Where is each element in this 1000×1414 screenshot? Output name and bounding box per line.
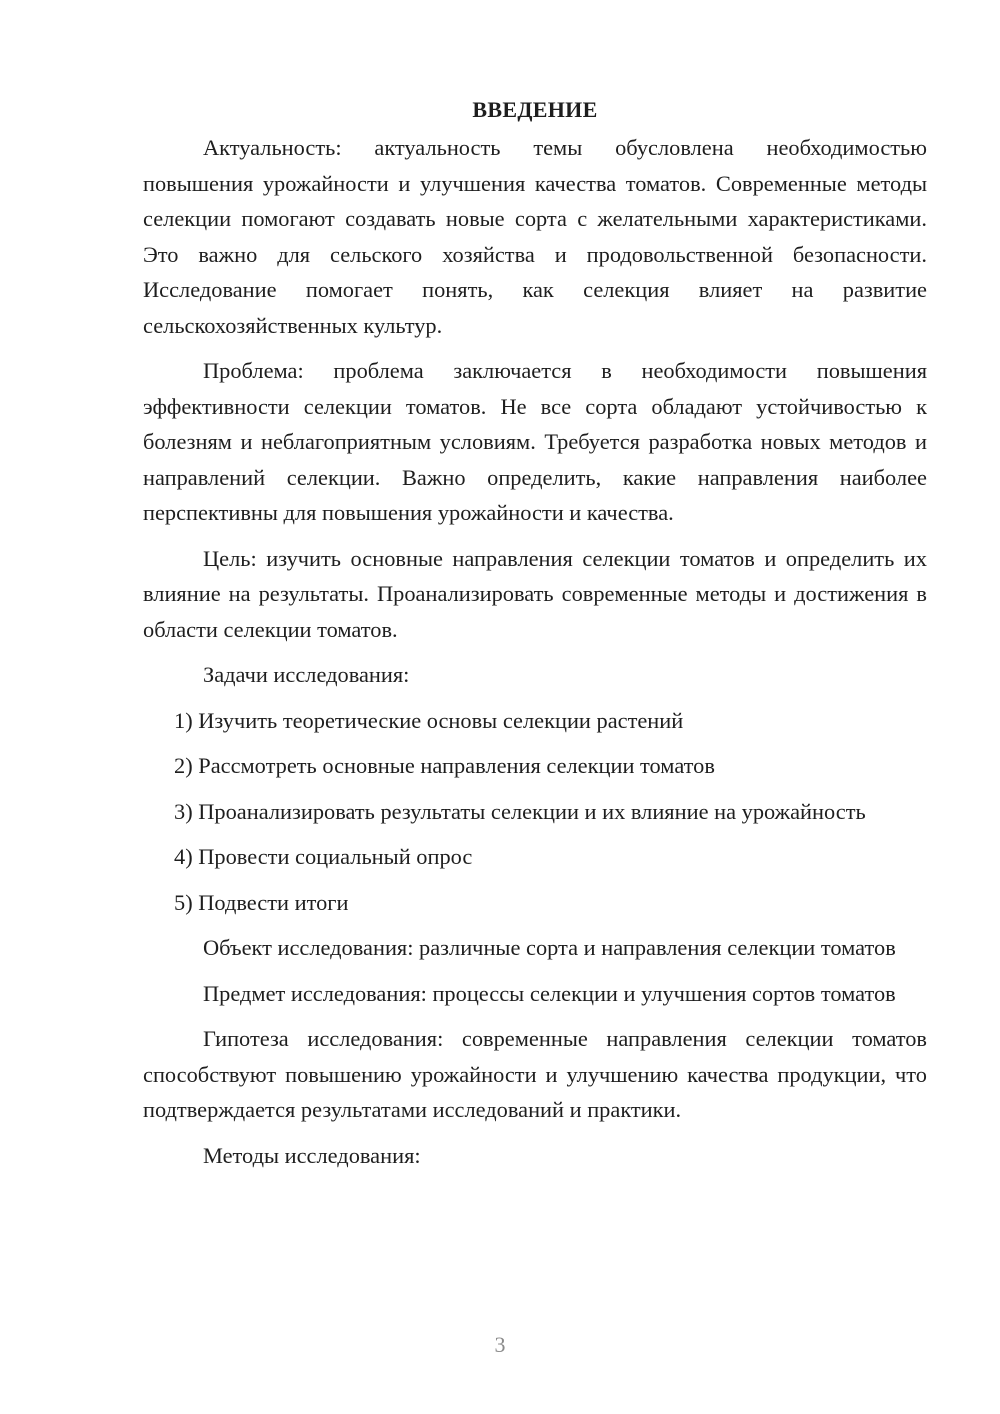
paragraph-methods: Методы исследования: [203, 1142, 421, 1168]
section-title: ВВЕДЕНИЕ [472, 97, 598, 122]
task-item-1: 1) Изучить теоретические основы селекции растений [174, 707, 684, 733]
paragraph-object: Объект исследования: различные сорта и направления селекции томатов [203, 935, 896, 960]
task-item-3: 3) Проанализировать результаты селекции и их влияние на урожайность [174, 798, 866, 824]
paragraph-relevance: Актуальность: актуальность темы обусловлена необходимостью повышения урожайности и улучшения качества томатов. Современные методы селекции помогают создавать новые сорта с желательными характеристиками. Это важно для сельского хозяйства и продовольственной безопасности. Исследование помогает понять, как селекция влияет на развитие сельскохозяйственных культур. [143, 135, 927, 338]
document-page [143, 92, 927, 1183]
paragraph-problem: Проблема: проблема заключается в необходимости повышения эффективности селекции томатов. Не все сорта обладают устойчивостью к болезням и неблагоприятным условиям. Требуется разработка новых методов и направлений селекции. Важно определить, какие направления наиболее перспективны для повышения урожайности и качества. [143, 358, 927, 525]
task-item-4: 4) Провести социальный опрос [174, 844, 473, 869]
paragraph-subject: Предмет исследования: процессы селекции и улучшения сортов томатов [203, 980, 896, 1006]
paragraph-tasks-heading: Задачи исследования: [203, 662, 410, 687]
paragraph-goal: Цель: изучить основные направления селекции томатов и определить их влияние на результаты. Проанализировать современные методы и достижения в области селекции томатов. [143, 545, 927, 642]
task-item-2: 2) Рассмотреть основные направления селекции томатов [174, 753, 715, 778]
page-number: 3 [494, 1332, 506, 1357]
task-item-5: 5) Подвести итоги [174, 889, 349, 915]
paragraph-hypothesis: Гипотеза исследования: современные направления селекции томатов способствуют повышению урожайности и улучшению качества продукции, что подтверждается результатами исследований и практики. [143, 1026, 927, 1122]
